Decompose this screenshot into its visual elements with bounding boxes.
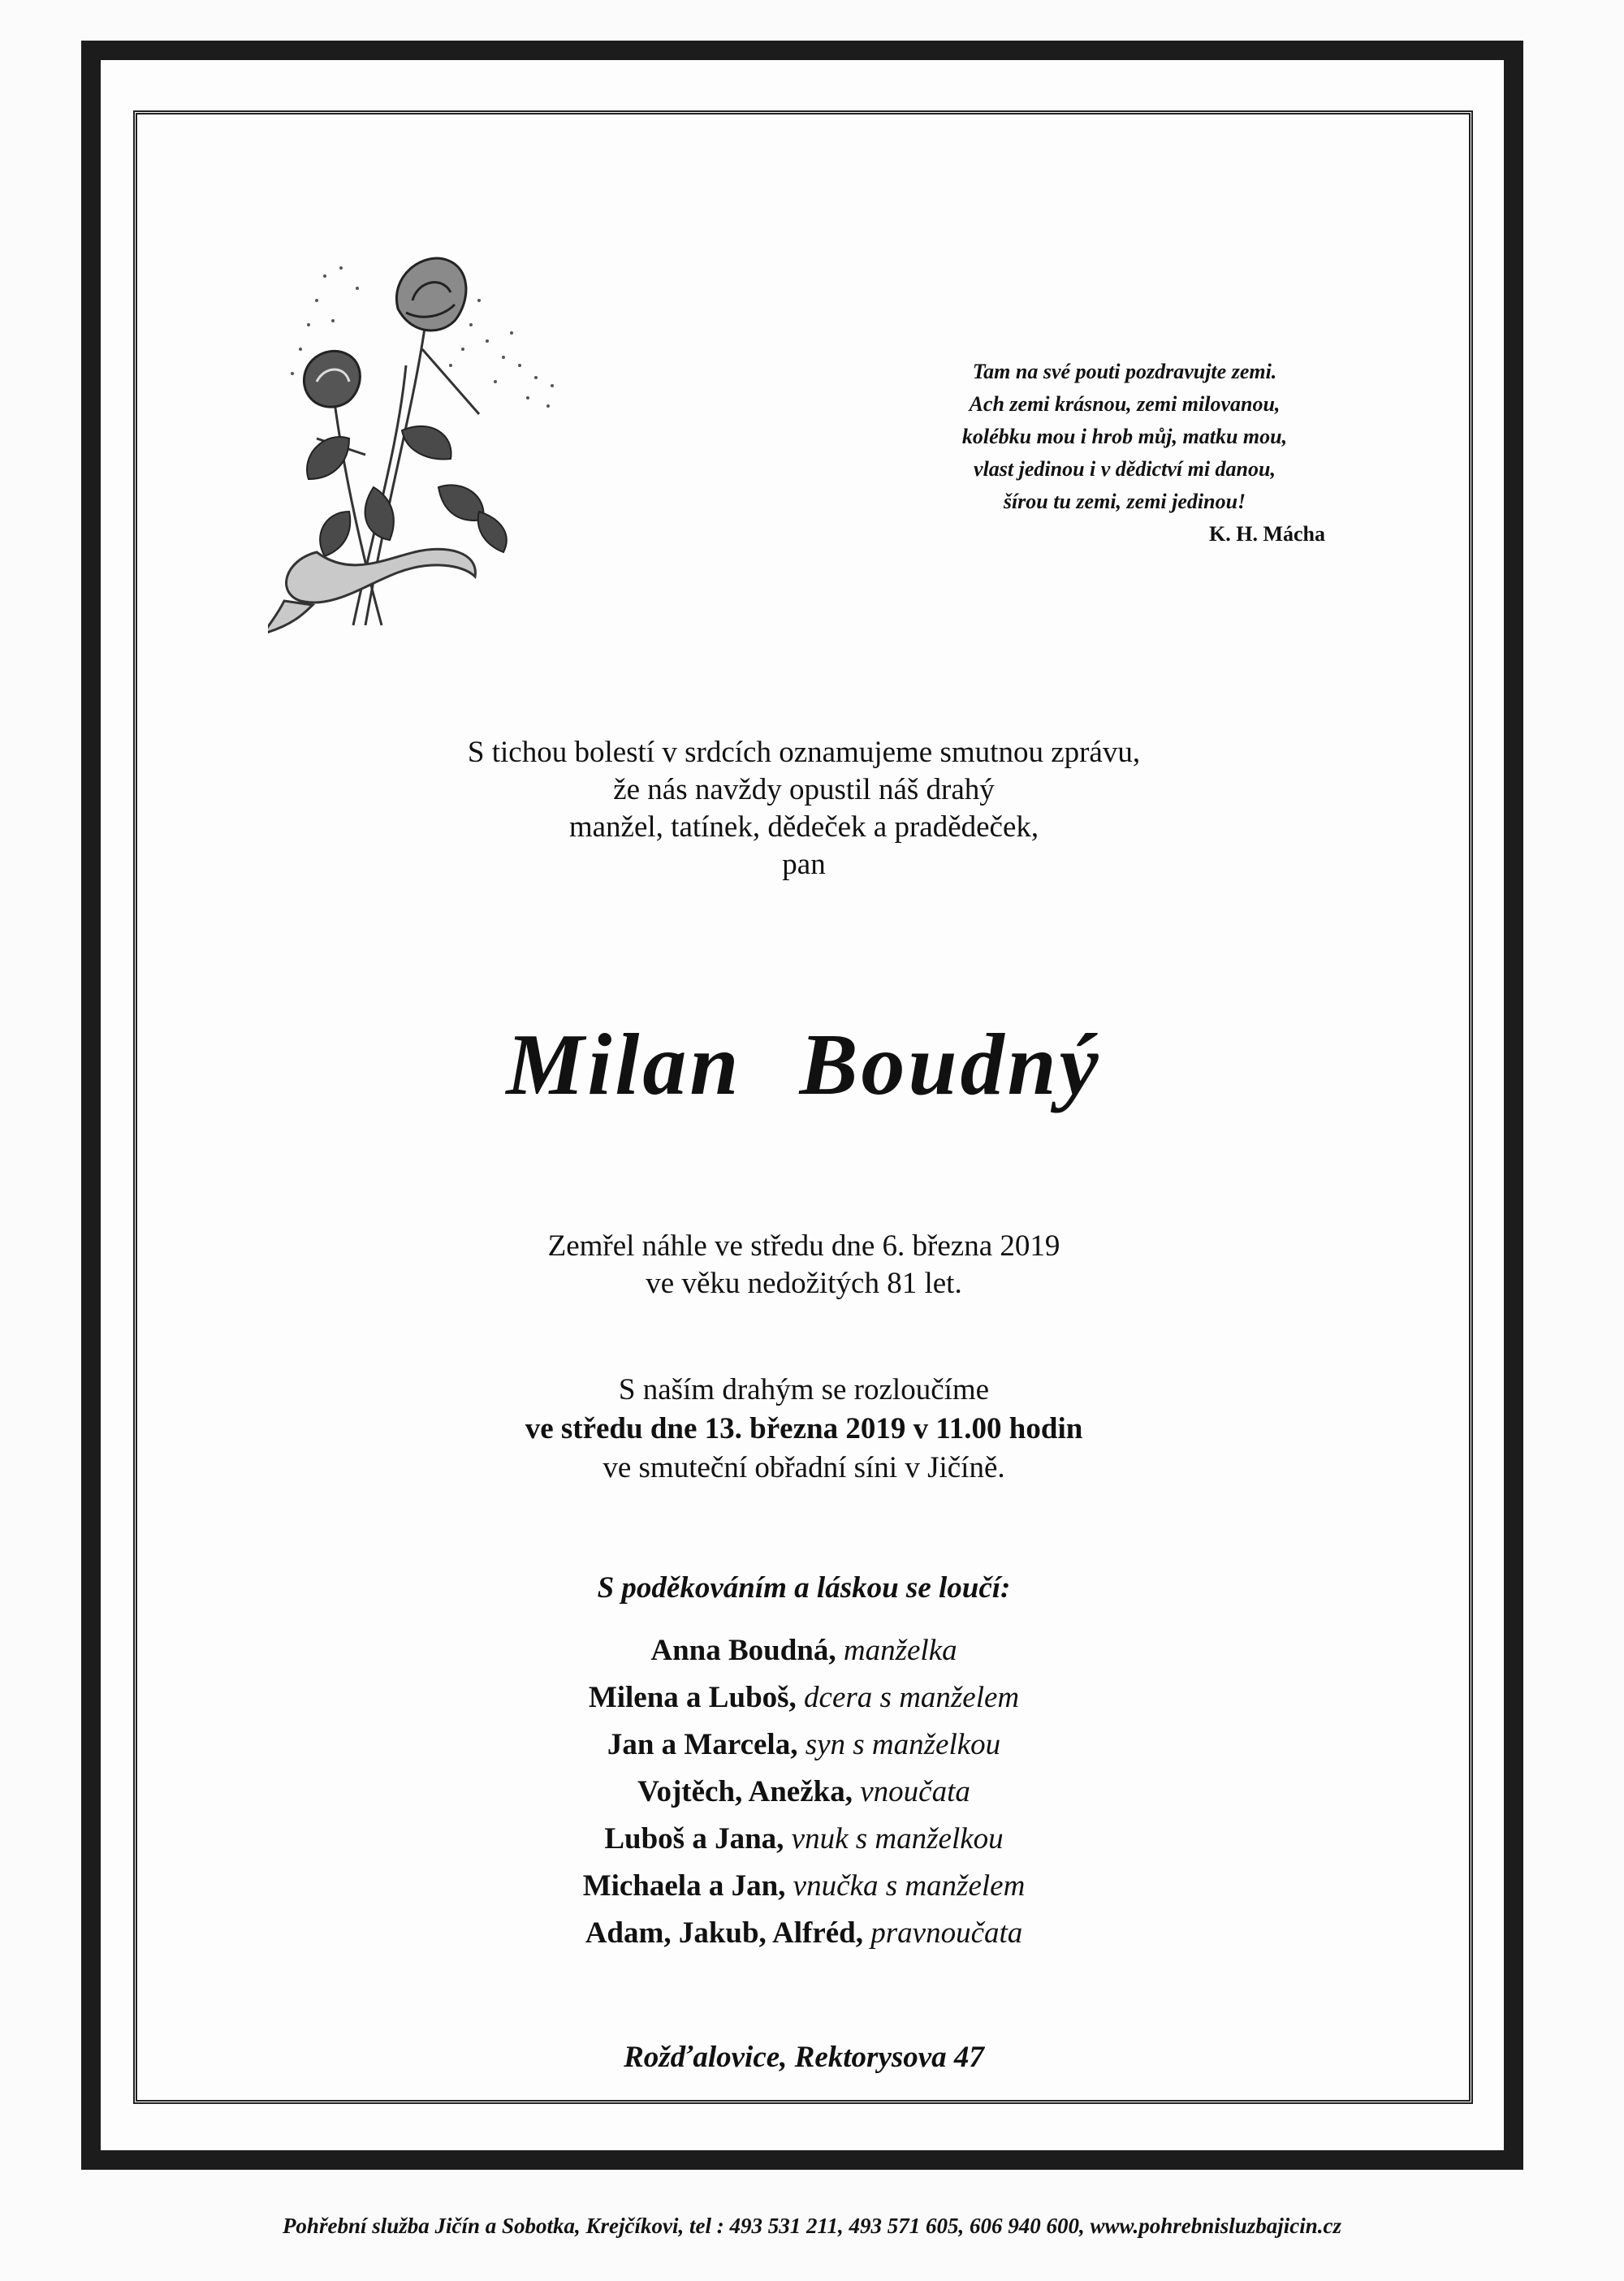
mourner-relation: vnučka s manželem xyxy=(793,1869,1026,1903)
poem-line: Tam na své pouti pozdravujte zemi. xyxy=(972,360,1277,383)
mourner-relation: vnuk s manželkou xyxy=(791,1822,1004,1855)
mourner-name: Jan a Marcela, xyxy=(607,1728,798,1761)
death-line: Zemřel náhle ve středu dne 6. března 2019 xyxy=(547,1229,1060,1263)
mourner-row xyxy=(162,1863,1445,1910)
announcement-text xyxy=(162,734,1445,883)
funeral-service-footer: Pohřební služba Jičín a Sobotka, Krejčíkovi, tel : 493 531 211, 493 571 605, 606 940 600, www.pohrebnisluzbajicin.cz xyxy=(282,2214,1342,2238)
address: Rožďalovice, Rektorysova 47 xyxy=(624,2041,984,2074)
death-line: ve věku nedožitých 81 let. xyxy=(646,1267,962,1300)
mourner-name: Anna Boudná, xyxy=(650,1634,836,1667)
mourner-name: Milena a Luboš, xyxy=(588,1681,797,1714)
deceased-name: Milan Boudný xyxy=(506,1017,1102,1113)
poem-line: Ach zemi krásnou, zemi milovanou, xyxy=(969,392,1281,416)
mourner-name: Vojtěch, Anežka, xyxy=(637,1775,853,1808)
mourner-name: Luboš a Jana, xyxy=(604,1822,784,1855)
rose-bouquet-illustration xyxy=(268,244,609,658)
mourner-row xyxy=(162,1722,1445,1769)
announcement-line: manžel, tatínek, dědeček a pradědeček, xyxy=(568,810,1039,844)
mourner-row xyxy=(162,1816,1445,1863)
mourner-row xyxy=(162,1769,1445,1816)
mourner-relation: pravnoučata xyxy=(870,1916,1023,1950)
mourner-relation: vnoučata xyxy=(860,1775,970,1808)
mourners-title: S poděkováním a láskou se loučí: xyxy=(597,1571,1011,1605)
mourner-row xyxy=(162,1627,1445,1674)
farewell-line: S naším drahým se rozloučíme xyxy=(618,1373,990,1406)
farewell-datetime: ve středu dne 13. března 2019 v 11.00 hodin xyxy=(525,1412,1083,1445)
poem-line: šírou tu zemi, zemi jedinou! xyxy=(1003,490,1246,513)
death-notice xyxy=(162,1228,1445,1303)
announcement-line: pan xyxy=(782,848,826,881)
mourner-relation: dcera s manželem xyxy=(804,1681,1020,1714)
mourner-name: Michaela a Jan, xyxy=(582,1869,786,1903)
poem-line: kolébku mou i hrob můj, matku mou, xyxy=(961,425,1288,448)
farewell-info xyxy=(162,1371,1445,1488)
poem-line: vlast jedinou i v dědictví mi danou, xyxy=(974,457,1276,481)
announcement-line: že nás navždy opustil náš drahý xyxy=(613,773,995,806)
mourner-name: Adam, Jakub, Alfréd, xyxy=(585,1916,864,1950)
mourner-relation: syn s manželkou xyxy=(805,1728,1001,1761)
mourner-relation: manželka xyxy=(843,1634,957,1667)
poem-quote xyxy=(877,356,1372,551)
announcement-line: S tichou bolestí v srdcích oznamujeme smutnou zprávu, xyxy=(467,736,1141,769)
mourner-row xyxy=(162,1674,1445,1722)
mourners-list xyxy=(162,1627,1445,1957)
farewell-place: ve smuteční obřadní síni v Jičíně. xyxy=(603,1451,1005,1484)
mourner-row xyxy=(162,1910,1445,1957)
poem-author: K. H. Mácha xyxy=(1209,522,1325,546)
